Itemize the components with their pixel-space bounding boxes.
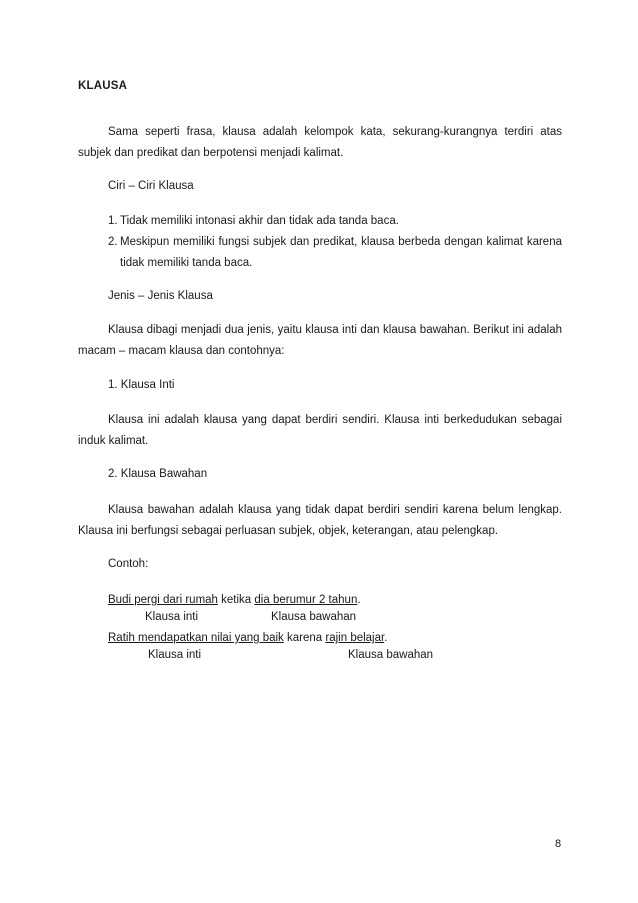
- intro-paragraph: Sama seperti frasa, klausa adalah kelompok kata, sekurang-kurangnya terdiri atas subjek dan predikat dan berpotensi menjadi kalimat.: [78, 126, 562, 159]
- example2-main-label: Klausa inti: [148, 649, 202, 661]
- sub-clause: dia berumur 2 tahun: [254, 594, 358, 606]
- inti-heading: 1. Klausa Inti: [108, 379, 175, 391]
- page-number: 8: [555, 838, 562, 850]
- inti-paragraph: Klausa ini adalah klausa yang dapat berdiri sendiri. Klausa inti berkedudukan sebagai induk kalimat.: [78, 414, 562, 447]
- example-sentence-1: Budi pergi dari rumah ketika dia berumur 2 tahun.: [108, 594, 361, 606]
- conjunction: ketika: [221, 594, 252, 606]
- bawahan-heading: 2. Klausa Bawahan: [108, 468, 208, 480]
- conjunction: karena: [287, 632, 323, 644]
- example1-main-label: Klausa inti: [145, 611, 199, 623]
- example-sentence-2: Ratih mendapatkan nilai yang baik karena rajin belajar.: [108, 632, 388, 644]
- ciri-list: [108, 211, 562, 274]
- jenis-intro-paragraph: Klausa dibagi menjadi dua jenis, yaitu klausa inti dan klausa bawahan. Berikut ini adalah macam – macam klausa dan contohnya:: [78, 324, 562, 357]
- list-item: 2. Meskipun memiliki fungsi subjek dan predikat, klausa berbeda dengan kalimat karena tidak memiliki tanda baca.: [108, 236, 562, 269]
- page-title: KLAUSA: [78, 80, 128, 92]
- jenis-heading: Jenis – Jenis Klausa: [108, 290, 213, 302]
- example2-sub-label: Klausa bawahan: [348, 649, 434, 661]
- sub-clause: rajin belajar: [325, 632, 385, 644]
- main-clause: Ratih mendapatkan nilai yang baik: [108, 632, 284, 644]
- main-clause: Budi pergi dari rumah: [108, 594, 218, 606]
- list-item: 1. Tidak memiliki intonasi akhir dan tidak ada tanda baca.: [108, 215, 399, 227]
- ciri-heading: Ciri – Ciri Klausa: [108, 180, 194, 192]
- bawahan-paragraph: Klausa bawahan adalah klausa yang tidak dapat berdiri sendiri karena belum lengkap. Klausa ini berfungsi sebagai perluasan subjek, objek, keterangan, atau pelengkap.: [78, 504, 562, 537]
- contoh-heading: Contoh:: [108, 558, 149, 570]
- example1-sub-label: Klausa bawahan: [271, 611, 357, 623]
